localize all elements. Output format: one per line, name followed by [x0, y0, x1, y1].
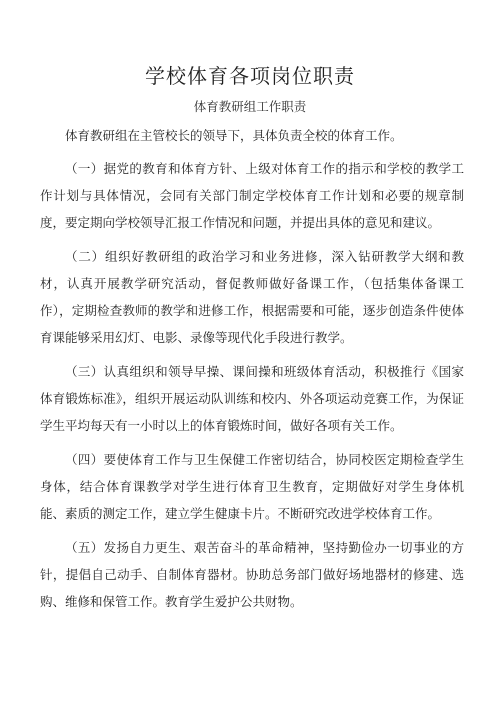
intro-paragraph: 体育教研组在主管校长的领导下，具体负责全校的体育工作。 [65, 128, 403, 143]
paragraph-2: （二）组织好教研组的政治学习和业务进修，深入钻研教学大纲和教材，认真开展教学研究活动，督促教师做好备课工作，（包括集体备课工作），定期检查教师的教学和进修工作，根据需要和可能，逐步创造条件使体育课能够采用幻灯、电影、录像等现代化手段进行教学。 [40, 249, 464, 345]
document-subtitle: 体育教研组工作职责 [193, 99, 307, 114]
document-title: 学校体育各项岗位职责 [145, 64, 355, 88]
document-body [40, 122, 464, 622]
paragraph-4: （四）要使体育工作与卫生保健工作密切结合，协同校医定期检查学生身体，结合体育课教学对学生进行体育卫生教育，定期做好对学生身体机能、素质的测定工作，建立学生健康卡片。不断研究改进学校体育工作。 [40, 452, 464, 521]
paragraph-1: （一）据党的教育和体育方针、上级对体育工作的指示和学校的教学工作计划与具体情况，会同有关部门制定学校体育工作计划和必要的规章制度，要定期向学校领导汇报工作情况和问题，并提出具体的意见和建议。 [40, 161, 464, 230]
paragraph-3: （三）认真组织和领导早操、课间操和班级体育活动，积极推行《国家体育锻炼标准》，组织开展运动队训练和校内、外各项运动竞赛工作，为保证学生平均每天有一小时以上的体育锻炼时间，做好各项有关工作。 [40, 364, 464, 433]
paragraph-5: （五）发扬自力更生、艰苦奋斗的革命精神，坚持勤俭办一切事业的方针，提倡自己动手、自制体育器材。协助总务部门做好场地器材的修建、选购、维修和保管工作。教育学生爱护公共财物。 [40, 540, 464, 609]
